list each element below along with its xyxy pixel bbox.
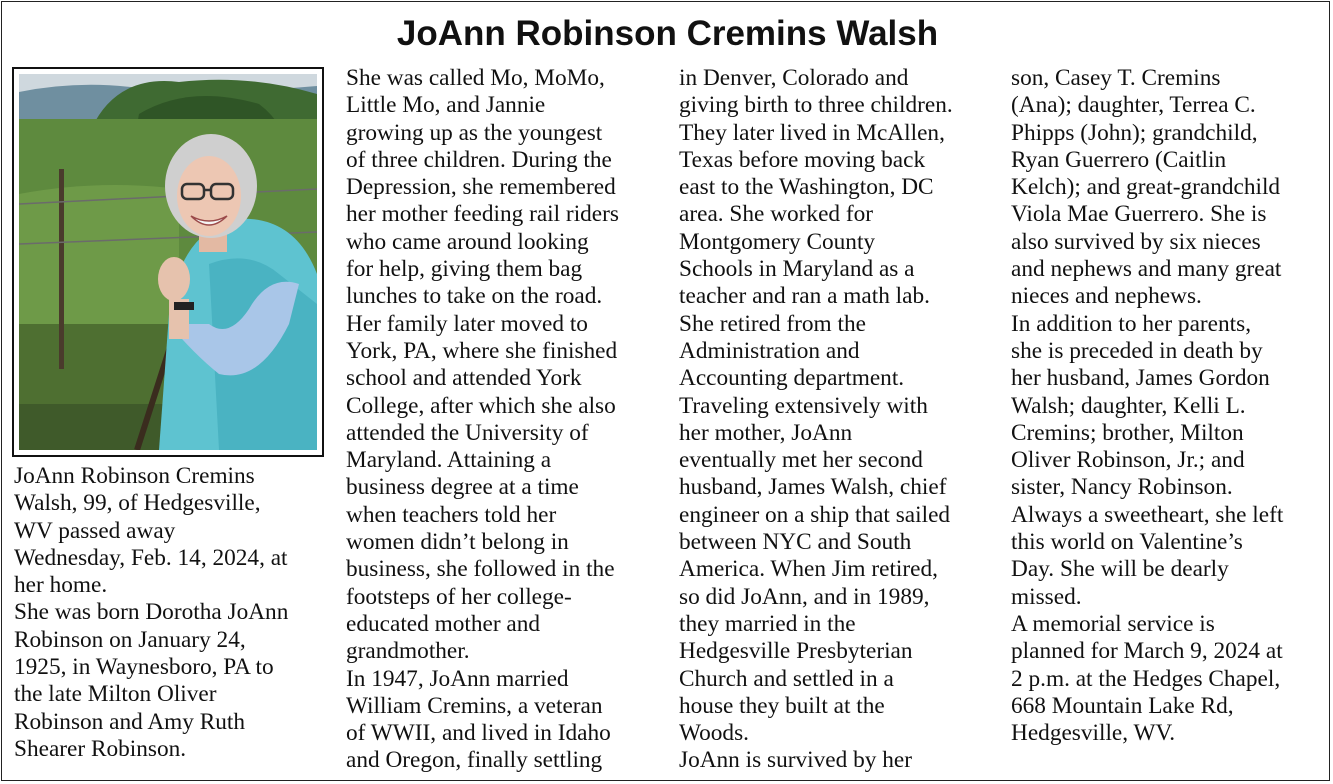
text-line: in Denver, Colorado and — [679, 65, 909, 91]
text-line: Administration and — [679, 337, 860, 364]
text-line: College, after which she also — [346, 392, 616, 419]
text-line: school and attended York — [346, 365, 582, 392]
text-line: (Ana); daughter, Terrea C. — [1011, 92, 1256, 119]
text-line: Her family later moved to — [346, 310, 588, 337]
text-line: Traveling extensively with — [679, 392, 928, 419]
text-line: missed. — [1011, 583, 1082, 610]
text-line: sister, Nancy Robinson. — [1011, 474, 1233, 501]
text-line: her mother, JoAnn — [679, 419, 853, 446]
text-line: Woods. — [679, 720, 749, 747]
text-line: Schools in Maryland as a — [679, 256, 915, 283]
text-line: nieces and nephews. — [1011, 283, 1202, 310]
text-line: America. When Jim retired, — [679, 556, 938, 583]
text-line: Walsh, 99, of Hedgesville, — [14, 490, 261, 517]
text-line: She retired from the — [679, 310, 866, 337]
text-line: Oliver Robinson, Jr.; and — [1011, 447, 1245, 474]
text-line: eventually met her second — [679, 447, 923, 474]
text-line: William Cremins, a veteran — [346, 692, 603, 719]
text-line: she is preceded in death by — [1011, 337, 1263, 364]
text-line: Wednesday, Feb. 14, 2024, at — [14, 544, 288, 571]
text-line: Viola Mae Guerrero. She is — [1011, 201, 1267, 228]
text-line: Ryan Guerrero (Caitlin — [1011, 146, 1227, 173]
text-line: her home. — [14, 572, 108, 599]
text-line: husband, James Walsh, chief — [679, 474, 947, 501]
text-line: Montgomery County — [679, 228, 876, 255]
text-line: her husband, James Gordon — [1011, 365, 1270, 392]
text-line: east to the Washington, DC — [679, 174, 934, 201]
text-line: for help, giving them bag — [346, 256, 583, 283]
text-line: also survived by six nieces — [1011, 228, 1261, 255]
text-line: the late Milton Oliver — [14, 681, 217, 708]
text-line: so did JoAnn, and in 1989, — [679, 583, 930, 610]
obituary-title: JoAnn Robinson Cremins Walsh — [396, 14, 939, 53]
text-line: She was called Mo, MoMo, — [346, 65, 605, 91]
text-line: Always a sweetheart, she left — [1011, 501, 1284, 528]
text-line: Robinson on January 24, — [14, 626, 246, 653]
text-line: son, Casey T. Cremins — [1011, 65, 1221, 91]
text-line: Depression, she remembered — [346, 174, 616, 201]
text-line: area. She worked for — [679, 201, 874, 228]
text-line: In addition to her parents, — [1011, 310, 1252, 337]
text-line: business degree at a time — [346, 474, 579, 501]
text-line: 668 Mountain Lake Rd, — [1011, 692, 1234, 719]
text-line: women didn’t belong in — [346, 529, 569, 556]
text-line: footsteps of her college- — [346, 583, 572, 610]
text-line: and Oregon, finally settling — [346, 747, 603, 774]
text-line: business, she followed in the — [346, 556, 615, 583]
text-column-2 — [346, 65, 619, 775]
text-line: Texas before moving back — [679, 146, 926, 173]
portrait-photo-icon — [19, 74, 317, 450]
text-column-3 — [679, 65, 953, 775]
text-line: Shearer Robinson. — [14, 735, 187, 762]
text-line: they married in the — [679, 610, 856, 637]
text-line: educated mother and — [346, 610, 541, 637]
text-line: A memorial service is — [1011, 610, 1215, 637]
text-line: planned for March 9, 2024 at — [1011, 638, 1283, 665]
text-line: between NYC and South — [679, 529, 912, 556]
text-line: her mother feeding rail riders — [346, 201, 619, 228]
text-line: house they built at the — [679, 692, 885, 719]
text-line: 1925, in Waynesboro, PA to — [14, 654, 274, 681]
text-line: In 1947, JoAnn married — [346, 665, 569, 692]
text-line: York, PA, where she finished — [346, 337, 618, 364]
text-line: Church and settled in a — [679, 665, 894, 692]
text-line: Little Mo, and Jannie — [346, 92, 546, 119]
text-line: She was born Dorotha JoAnn — [14, 599, 289, 626]
text-line: who came around looking — [346, 228, 589, 255]
text-line: this world on Valentine’s — [1011, 529, 1243, 556]
text-line: Walsh; daughter, Kelli L. — [1011, 392, 1246, 419]
text-column-1 — [14, 463, 288, 763]
text-line: They later lived in McAllen, — [679, 119, 945, 146]
text-line: WV passed away — [14, 517, 176, 544]
text-line: attended the University of — [346, 419, 589, 446]
text-line: growing up as the youngest — [346, 119, 603, 146]
text-line: Day. She will be dearly — [1011, 556, 1229, 583]
text-line: engineer on a ship that sailed — [679, 501, 951, 528]
text-column-4 — [1011, 65, 1283, 747]
text-line: of three children. During the — [346, 146, 612, 173]
text-line: Robinson and Amy Ruth — [14, 708, 246, 735]
text-line: and nephews and many great — [1011, 256, 1282, 283]
text-line: grandmother. — [346, 638, 470, 665]
text-line: when teachers told her — [346, 501, 557, 528]
text-line: of WWII, and lived in Idaho — [346, 720, 611, 747]
text-line: JoAnn Robinson Cremins — [14, 463, 255, 489]
text-line: 2 p.m. at the Hedges Chapel, — [1011, 665, 1281, 692]
text-line: Maryland. Attaining a — [346, 447, 552, 474]
text-line: Kelch); and great-grandchild — [1011, 174, 1281, 201]
text-line: giving birth to three children. — [679, 92, 953, 119]
text-line: Cremins; brother, Milton — [1011, 419, 1244, 446]
text-line: teacher and ran a math lab. — [679, 283, 930, 310]
text-line: Hedgesville Presbyterian — [679, 638, 913, 665]
obituary-card — [1, 1, 1330, 781]
text-line: lunches to take on the road. — [346, 283, 603, 310]
text-line: Phipps (John); grandchild, — [1011, 119, 1258, 146]
text-line: Hedgesville, WV. — [1011, 720, 1176, 747]
text-line: Accounting department. — [679, 365, 905, 392]
text-line: JoAnn is survived by her — [679, 747, 912, 774]
portrait-photo-frame — [12, 67, 324, 457]
